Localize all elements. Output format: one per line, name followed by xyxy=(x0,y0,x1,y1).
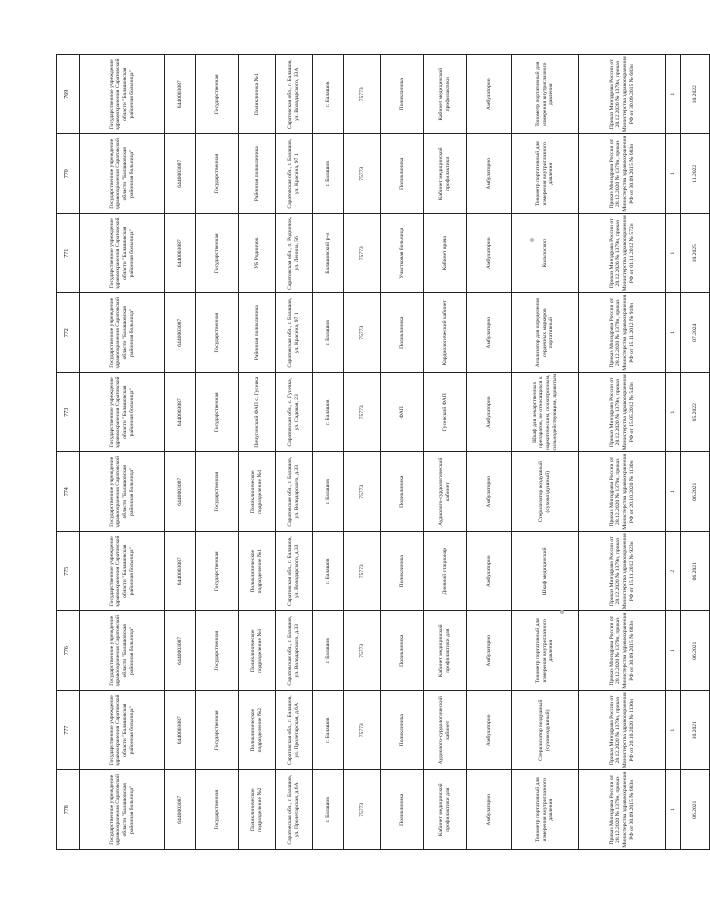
equipment-cell: Стерилизатор воздушный (суховоздушный) xyxy=(512,691,579,771)
conditions-cell: Амбулаторно xyxy=(467,770,512,850)
subdivision-name-cell: Пичугинский ФАП с. Гусевка xyxy=(239,373,276,453)
organization-cell: Государственное учреждение здравоохранения Саратовской области "Балашовская районная больница" xyxy=(80,293,165,373)
order-cell: Приказ Минздрава России от 28.12.2020 № 1379н, приказ Министерства здравоохранения РФ от 15.11.2012 № 918н xyxy=(579,293,666,373)
order-cell: Приказ Минздрава России от 28.12.2020 № 1379н, приказ Министерства здравоохранения РФ от 30.09.2015 № 683н xyxy=(579,611,666,691)
col-number: 778 xyxy=(57,770,80,850)
table-row xyxy=(57,55,80,850)
table-row xyxy=(80,55,165,850)
date-cell: 06.2021 xyxy=(681,770,710,850)
organization-cell: Государственное учреждение здравоохранения Саратовской области "Балашовская районная больница" xyxy=(80,770,165,850)
subdivision-name-cell: Поликлиническое подразделение №1 xyxy=(239,532,276,612)
okato-cell: 75773 xyxy=(344,214,381,294)
order-cell: Приказ Минздрава России от 28.12.2020 № 1379н, приказ Министерства здравоохранения РФ от 20.10.2020 № 1130н xyxy=(579,691,666,771)
date-cell: 06.2021 xyxy=(681,611,710,691)
quantity-cell: 1 xyxy=(666,611,681,691)
okato-cell: 75773 xyxy=(344,373,381,453)
table-row xyxy=(579,55,666,850)
inn-cell: 6440003087 xyxy=(165,55,196,135)
table-row xyxy=(239,55,276,850)
okato-cell: 75773 xyxy=(344,532,381,612)
equipment-cell: Тонометр портативный для измерения внутриглазного давления xyxy=(512,611,579,691)
equipment-cell: Стерилизатор воздушный (суховоздушный) xyxy=(512,452,579,532)
conditions-cell: Амбулаторно xyxy=(467,532,512,612)
order-cell: Приказ Минздрава России от 28.12.2020 № 1379н, приказ Министерства здравоохранения РФ от 15.05.2012 № 543н xyxy=(579,373,666,453)
organization-cell: Государственное учреждение здравоохранения Саратовской области "Балашовская районная больница" xyxy=(80,134,165,214)
address-cell: Саратовская обл., с. Гусевка, ул. Садовая, 23 xyxy=(276,373,313,453)
subdivision-name-cell: Районная поликлиника xyxy=(239,134,276,214)
scan-speck xyxy=(530,238,534,242)
col-number: 771 xyxy=(57,214,80,294)
conditions-cell: Амбулаторно xyxy=(467,55,512,135)
inn-cell: 6440003087 xyxy=(165,532,196,612)
city-cell: Балашовский р-н xyxy=(313,214,344,294)
address-cell: Саратовская обл., г. Балашов, ул. Красина, 97 1 xyxy=(276,293,313,373)
ownership-form-cell: Государственная xyxy=(196,691,239,771)
facility-type-cell: Поликлиника xyxy=(381,134,424,214)
ownership-form-cell: Государственная xyxy=(196,55,239,135)
inn-cell: 6440003087 xyxy=(165,214,196,294)
table-row xyxy=(424,55,467,850)
facility-type-cell: Поликлиника xyxy=(381,293,424,373)
quantity-cell: 1 xyxy=(666,134,681,214)
table-row xyxy=(276,55,313,850)
table-row xyxy=(344,55,381,850)
table-row xyxy=(467,55,512,850)
city-cell: г. Балашов xyxy=(313,770,344,850)
conditions-cell: Амбулаторно xyxy=(467,452,512,532)
quantity-cell: 1 xyxy=(666,691,681,771)
conditions-cell: Амбулаторно xyxy=(467,373,512,453)
col-number: 774 xyxy=(57,452,80,532)
ownership-form-cell: Государственная xyxy=(196,532,239,612)
date-cell: 10.2022 xyxy=(681,55,710,135)
rotated-table-wrapper xyxy=(56,54,698,850)
facility-type-cell: Поликлиника xyxy=(381,532,424,612)
unit-cell: Аудиолого-сурдологический кабинет xyxy=(424,691,467,771)
table-row xyxy=(381,55,424,850)
equipment-cell: Тонометр портативный для измерения внутриглазного давления xyxy=(512,134,579,214)
organization-cell: Государственное учреждение здравоохранения Саратовской области "Балашовская районная больница" xyxy=(80,611,165,691)
subdivision-name-cell: УБ Родничок xyxy=(239,214,276,294)
subdivision-name-cell: Поликлиническое подразделение №1 xyxy=(239,611,276,691)
col-number: 773 xyxy=(57,373,80,453)
address-cell: Саратовская обл., п. Родничок, ул. Ленина, 56 xyxy=(276,214,313,294)
conditions-cell: Амбулаторно xyxy=(467,293,512,373)
ownership-form-cell: Государственная xyxy=(196,770,239,850)
unit-cell: Дневной стационар xyxy=(424,532,467,612)
unit-cell: Аудиолого-сурдологический кабинет xyxy=(424,452,467,532)
col-number: 776 xyxy=(57,611,80,691)
table-row xyxy=(681,55,710,850)
table-row xyxy=(313,55,344,850)
ownership-form-cell: Государственная xyxy=(196,611,239,691)
inn-cell: 6440003087 xyxy=(165,611,196,691)
quantity-cell: 1 xyxy=(666,55,681,135)
quantity-cell: 1 xyxy=(666,214,681,294)
ownership-form-cell: Государственная xyxy=(196,214,239,294)
conditions-cell: Амбулаторно xyxy=(467,214,512,294)
conditions-cell: Амбулаторно xyxy=(467,611,512,691)
subdivision-name-cell: Районная поликлиника xyxy=(239,293,276,373)
ownership-form-cell: Государственная xyxy=(196,373,239,453)
city-cell: г. Балашов xyxy=(313,373,344,453)
address-cell: Саратовская обл., г. Балашов, ул. Володарского, 33А xyxy=(276,55,313,135)
unit-cell: Кабинет врача xyxy=(424,214,467,294)
okato-cell: 75773 xyxy=(344,55,381,135)
equipment-cell: Кольпоскоп xyxy=(512,214,579,294)
col-number: 775 xyxy=(57,532,80,612)
equipment-table xyxy=(56,54,710,850)
date-cell: 07.2024 xyxy=(681,293,710,373)
col-number: 777 xyxy=(57,691,80,771)
conditions-cell: Амбулаторно xyxy=(467,691,512,771)
facility-type-cell: Поликлиника xyxy=(381,55,424,135)
date-cell: 11.2022 xyxy=(681,134,710,214)
inn-cell: 6440003087 xyxy=(165,691,196,771)
unit-cell: Гусевский ФАП xyxy=(424,373,467,453)
address-cell: Саратовская обл., г. Балашов, ул. Володарского, д.33 xyxy=(276,532,313,612)
equipment-cell: Тонометр портативный для измерения внутриглазного давления xyxy=(512,55,579,135)
facility-type-cell: Поликлиника xyxy=(381,770,424,850)
address-cell: Саратовская обл., г. Балашов, ул. Володарского, д.33 xyxy=(276,611,313,691)
equipment-cell: Шкаф для лекарственных препаратов, не относящихся к наркотическим, психотропным, сильнодействующим, ядовитым xyxy=(512,373,579,453)
ownership-form-cell: Государственная xyxy=(196,293,239,373)
organization-cell: Государственное учреждение здравоохранения Саратовской области "Балашовская районная больница" xyxy=(80,55,165,135)
city-cell: г. Балашов xyxy=(313,532,344,612)
date-cell: 06.2021 xyxy=(681,452,710,532)
unit-cell: Кардиологический кабинет xyxy=(424,293,467,373)
quantity-cell: 1 xyxy=(666,373,681,453)
unit-cell: Кабинет медицинской профилактики для xyxy=(424,770,467,850)
conditions-cell: Амбулаторно xyxy=(467,134,512,214)
date-cell: 05.2022 xyxy=(681,373,710,453)
quantity-cell: 1 xyxy=(666,452,681,532)
order-cell: Приказ Минздрава России от 28.12.2020 № 1379н, приказ Министерства здравоохранения РФ от 30.09.2015 № 683н xyxy=(579,55,666,135)
organization-cell: Государственное учреждение здравоохранения Саратовской области "Балашовская районная больница" xyxy=(80,214,165,294)
subdivision-name-cell: Поликлиническое подразделение №2 xyxy=(239,691,276,771)
facility-type-cell: Поликлиника xyxy=(381,452,424,532)
okato-cell: 75773 xyxy=(344,452,381,532)
order-cell: Приказ Минздрава России от 28.12.2020 № 1379н, приказ Министерства здравоохранения РФ от 30.09.2015 № 683н xyxy=(579,770,666,850)
date-cell: 06.2021 xyxy=(681,532,710,612)
unit-cell: Кабинет медицинской профилактики xyxy=(424,55,467,135)
date-cell: 10.2021 xyxy=(681,691,710,771)
ownership-form-cell: Государственная xyxy=(196,452,239,532)
city-cell: г. Балашов xyxy=(313,134,344,214)
okato-cell: 75773 xyxy=(344,770,381,850)
okato-cell: 75773 xyxy=(344,134,381,214)
organization-cell: Государственное учреждение здравоохранения Саратовской области "Балашовская районная больница" xyxy=(80,532,165,612)
facility-type-cell: Поликлиника xyxy=(381,691,424,771)
facility-type-cell: Участковая больница xyxy=(381,214,424,294)
city-cell: г. Балашов xyxy=(313,293,344,373)
scan-speck xyxy=(560,610,564,614)
quantity-cell: 1 xyxy=(666,293,681,373)
order-cell: Приказ Минздрава России от 28.12.2020 № 1379н, приказ Министерства здравоохранения РФ от 01.11.2012 № 572н xyxy=(579,214,666,294)
table-row xyxy=(165,55,196,850)
quantity-cell: 2 xyxy=(666,532,681,612)
date-cell: 10.2025 xyxy=(681,214,710,294)
organization-cell: Государственное учреждение здравоохранения Саратовской области "Балашовская районная больница" xyxy=(80,452,165,532)
facility-type-cell: Поликлиника xyxy=(381,611,424,691)
col-number: 772 xyxy=(57,293,80,373)
unit-cell: Кабинет медицинской профилактики xyxy=(424,134,467,214)
subdivision-name-cell: Поликлиника №1 xyxy=(239,55,276,135)
order-cell: Приказ Минздрава России от 28.12.2020 № 1379н, приказ Министерства здравоохранения РФ от 15.11.2012 № 923н xyxy=(579,532,666,612)
table-row xyxy=(666,55,681,850)
okato-cell: 75773 xyxy=(344,293,381,373)
unit-cell: Кабинет медицинской профилактики для xyxy=(424,611,467,691)
facility-type-cell: ФАП xyxy=(381,373,424,453)
inn-cell: 6440003087 xyxy=(165,452,196,532)
address-cell: Саратовская обл., г. Балашов, ул. Красина, 97 1 xyxy=(276,134,313,214)
city-cell: г. Балашов xyxy=(313,452,344,532)
inn-cell: 6440003087 xyxy=(165,373,196,453)
city-cell: г. Балашов xyxy=(313,55,344,135)
city-cell: г. Балашов xyxy=(313,611,344,691)
ownership-form-cell: Государственная xyxy=(196,134,239,214)
order-cell: Приказ Минздрава России от 28.12.2020 № 1379н, приказ Министерства здравоохранения РФ от 20.10.2020 № 1130н xyxy=(579,452,666,532)
okato-cell: 75773 xyxy=(344,611,381,691)
order-cell: Приказ Минздрава России от 28.12.2020 № 1379н, приказ Министерства здравоохранения РФ от 30.09.2015 № 683н xyxy=(579,134,666,214)
col-number: 770 xyxy=(57,134,80,214)
quantity-cell: 1 xyxy=(666,770,681,850)
table-row xyxy=(196,55,239,850)
organization-cell: Государственное учреждение здравоохранения Саратовской области "Балашовская районная больница" xyxy=(80,373,165,453)
table-row xyxy=(512,55,579,850)
okato-cell: 75773 xyxy=(344,691,381,771)
inn-cell: 6440003087 xyxy=(165,770,196,850)
inn-cell: 6440003087 xyxy=(165,293,196,373)
col-number: 769 xyxy=(57,55,80,135)
subdivision-name-cell: Поликлиническое подразделение №2 xyxy=(239,770,276,850)
inn-cell: 6440003087 xyxy=(165,134,196,214)
organization-cell: Государственное учреждение здравоохранения Саратовской области "Балашовская районная больница" xyxy=(80,691,165,771)
equipment-cell: Тонометр портативный для измерения внутриглазного давления xyxy=(512,770,579,850)
address-cell: Саратовская обл., г. Балашов, ул. Пролетарская, д.6А xyxy=(276,691,313,771)
equipment-cell: Анализатор для определения сердечных маркеров портативный xyxy=(512,293,579,373)
city-cell: г. Балашов xyxy=(313,691,344,771)
equipment-cell: Шкаф медицинский xyxy=(512,532,579,612)
subdivision-name-cell: Поликлиническое подразделение №1 xyxy=(239,452,276,532)
address-cell: Саратовская обл., г. Балашов, ул. Володарского, д.33 xyxy=(276,452,313,532)
address-cell: Саратовская обл., г. Балашов, ул. Пролетарская, д.6А xyxy=(276,770,313,850)
